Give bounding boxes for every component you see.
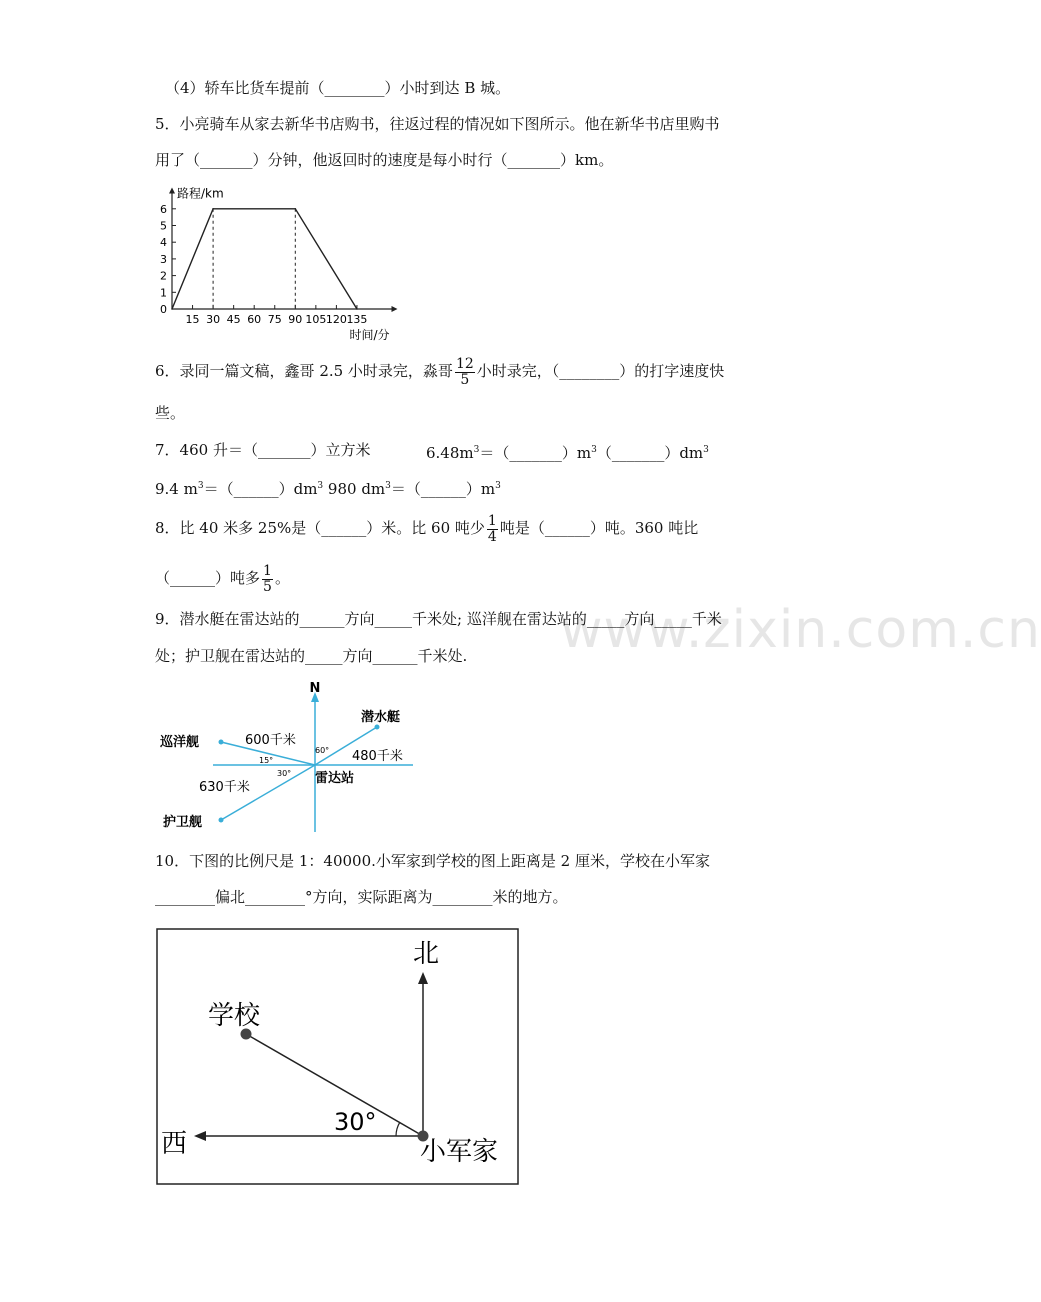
school-label: 学校 (208, 1001, 261, 1031)
y-tick-label: 1 (160, 286, 167, 300)
q8-text-b: 吨是（______）吨。360 吨比 (499, 519, 699, 537)
sup: 3 (495, 481, 501, 491)
question-5-line2: 用了（_______）分钟，他返回时的速度是每小时行（_______）km。 (155, 151, 614, 169)
q7-b2: ＝（_______）m (479, 444, 592, 462)
distance-630: 630千米 (199, 780, 250, 795)
sup: 3 (703, 445, 709, 455)
y-tick-label: 5 (160, 219, 167, 233)
radar-station-label: 雷达站 (315, 771, 355, 786)
q8-text-d: 。 (274, 569, 290, 587)
y-tick-label: 2 (160, 269, 167, 283)
x-tick-label: 75 (267, 313, 282, 326)
q7-c4: ＝（______）m (390, 480, 496, 498)
q7-b3: （_______）dm (596, 444, 704, 462)
question-8-line2 (155, 555, 290, 601)
sup: 3 (197, 481, 204, 491)
y-axis-arrow-icon (169, 187, 175, 193)
question-4-part4: （4）轿车比货车提前（________）小时到达 B 城。 (165, 79, 511, 97)
x-axis-arrow-icon (392, 306, 398, 312)
escort-point (219, 818, 224, 823)
q7-c1: 9.4 m (155, 480, 198, 498)
y-tick-label: 3 (160, 252, 167, 266)
question-5-line1: 5．小亮骑车从家去新华书店购书，往返过程的情况如下图所示。他在新华书店里购书 (155, 115, 720, 133)
fraction-denominator: 5 (460, 371, 470, 388)
angle-60: 60° (315, 746, 330, 755)
data-point (295, 208, 297, 210)
fraction-numerator: 1 (263, 562, 272, 579)
submarine-point (375, 725, 380, 730)
escort-label: 护卫舰 (163, 815, 203, 830)
q8-text-c: （______）吨多 (155, 569, 261, 587)
question-10-line1: 10．下图的比例尺是 1：40000.小军家到学校的图上距离是 2 厘米，学校在小军家 (155, 852, 710, 870)
y-tick-label: 4 (160, 236, 167, 250)
angle-30: 30° (277, 769, 292, 778)
x-tick-label: 90 (288, 313, 303, 326)
question-9-line1: 9．潜水艇在雷达站的______方向_____千米处; 巡洋舰在雷达站的_____方向_____千米 (155, 610, 722, 628)
sup: 3 (385, 481, 391, 491)
x-tick-label: 105 (305, 313, 327, 326)
question-9-line2: 处；护卫舰在雷达站的_____方向______千米处. (155, 647, 468, 665)
school-direction-map (156, 928, 520, 1186)
y-axis-label: 路程/km (177, 186, 224, 201)
distance-time-chart (150, 183, 400, 343)
question-7-part-a: 7．460 升＝（_______）立方米 (155, 441, 371, 459)
q6-text-b: 小时录完，（________）的打字速度快 (476, 362, 725, 380)
question-7-part-c (155, 475, 501, 500)
question-8-line1 (155, 505, 698, 551)
y-tick-label: 6 (160, 202, 167, 216)
west-label: 西 (161, 1129, 188, 1159)
angle-15: 15° (259, 756, 274, 765)
home-label: 小军家 (420, 1137, 499, 1167)
fraction-numerator: 12 (455, 355, 474, 372)
fraction-12-5 (455, 357, 475, 388)
data-point (212, 208, 214, 210)
watermark: www.zixin.com.cn (560, 600, 1041, 660)
cruiser-point (219, 740, 224, 745)
x-tick-label: 120 (325, 313, 347, 326)
fraction-numerator: 1 (487, 512, 497, 529)
distance-600: 600千米 (245, 733, 296, 748)
fraction-1-5 (262, 564, 273, 595)
radar-diagram (155, 680, 425, 832)
x-tick-label: 60 (247, 313, 262, 326)
fraction-denominator: 5 (263, 578, 272, 595)
data-point (356, 308, 358, 310)
cruiser-label: 巡洋舰 (160, 735, 200, 750)
question-6-line1 (155, 348, 724, 394)
x-axis-label: 时间/分 (349, 328, 390, 342)
x-tick-label: 30 (206, 313, 221, 326)
x-tick-label: 135 (346, 313, 368, 326)
data-point (171, 308, 173, 310)
q7-c3: 980 dm (323, 480, 386, 498)
question-7-part-b (426, 439, 709, 464)
q7-b1: 6.48m (426, 444, 474, 462)
sup: 3 (473, 445, 480, 455)
q6-text-a: 6．录同一篇文稿，鑫哥 2.5 小时录完，淼哥 (155, 362, 453, 380)
fraction-1-4 (487, 514, 498, 545)
q7-c2: ＝（______）dm (203, 480, 318, 498)
sup: 3 (317, 481, 324, 491)
north-label: 北 (412, 939, 440, 969)
submarine-label: 潜水艇 (361, 710, 401, 725)
y-tick-label: 0 (160, 303, 167, 316)
route-line (172, 209, 357, 309)
angle-label: 30° (334, 1108, 377, 1136)
x-tick-label: 15 (185, 313, 200, 326)
distance-480: 480千米 (352, 749, 403, 764)
q8-text-a: 8．比 40 米多 25%是（______）米。比 60 吨少 (155, 519, 485, 537)
fraction-denominator: 4 (487, 528, 497, 545)
question-6-line2: 些。 (155, 404, 186, 422)
x-tick-label: 45 (226, 313, 241, 326)
question-10-line2: ________偏北________°方向，实际距离为________米的地方。 (155, 888, 568, 906)
north-label: N (309, 681, 321, 696)
sup: 3 (591, 445, 597, 455)
